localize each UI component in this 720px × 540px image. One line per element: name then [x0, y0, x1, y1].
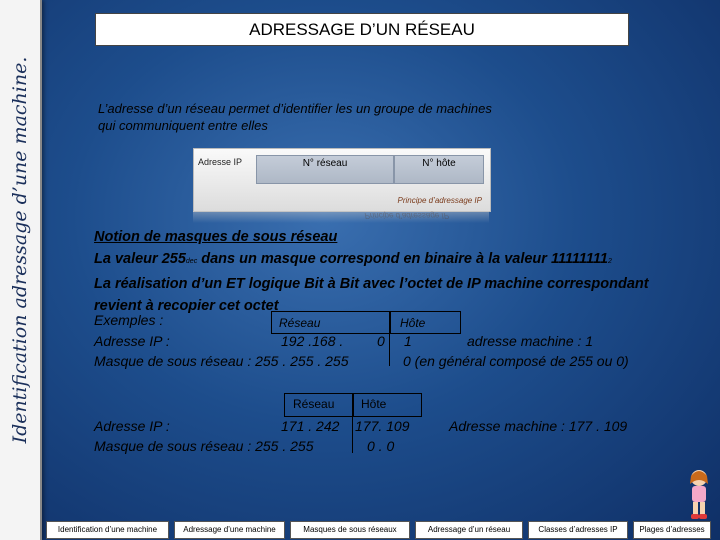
ip-label-2: Adresse IP : [94, 418, 170, 434]
ip-host-1a: 0 [377, 333, 385, 349]
network-label-2: Réseau [293, 397, 335, 411]
nav-adressage-machine[interactable]: Adressage d’une machine [174, 521, 285, 539]
separator-1 [389, 332, 390, 366]
ip-host-2: 177. 109 [355, 418, 410, 434]
nav-masques-sous-reseaux[interactable]: Masques de sous réseaux [290, 521, 410, 539]
examples-label: Exemples : [94, 312, 164, 328]
ip-host-1b: 1 [404, 333, 412, 349]
nav-identification-machine[interactable]: Identification d’une machine [46, 521, 169, 539]
host-label-1: Hôte [400, 316, 426, 330]
ip-network-1: 192 .168 . [281, 333, 344, 349]
nav-adressage-reseau[interactable]: Adressage d’un réseau [415, 521, 523, 539]
mask-label-2: Masque de sous réseau : 255 . 255 [94, 438, 314, 454]
host-label-2: Hôte [361, 397, 387, 411]
mask-host-1: 0 (en général composé de 255 ou 0) [403, 353, 629, 369]
machine-address-1: adresse machine : 1 [467, 333, 594, 349]
diagram-network-segment: N° réseau [256, 155, 394, 184]
mask-host-2: 0 . 0 [367, 438, 395, 454]
machine-address-2: Adresse machine : 177 . 109 [449, 418, 628, 434]
notion-line-2: La valeur 255dec dans un masque correspond en binaire à la valeur 111111112 [94, 251, 612, 267]
nav-plages-adresses[interactable]: Plages d’adresses [633, 521, 711, 539]
diagram-ip-label: Adresse IP [198, 157, 243, 167]
nav-classes-adresses[interactable]: Classes d’adresses IP [528, 521, 628, 539]
sidebar [0, 0, 42, 540]
notion-section [94, 226, 720, 317]
separator-2 [352, 415, 353, 453]
diagram-caption: Principe d’adressage IP [397, 196, 482, 205]
sidebar-title: Identification adressage d’une machine. [9, 56, 31, 444]
mask-label-1: Masque de sous réseau : 255 . 255 . 255 [94, 353, 349, 369]
notion-line-4: revient à recopier cet octet [94, 298, 279, 314]
notion-line-3: La réalisation d’un ET logique Bit à Bit avec l’octet de IP machine correspondant [94, 276, 649, 292]
ip-network-2: 171 . 242 [281, 418, 340, 434]
bottom-navigation [0, 521, 720, 540]
ip-address-diagram [193, 148, 491, 212]
diagram-reflection: Principe d’adressage IP [193, 211, 489, 223]
ip-label-1: Adresse IP : [94, 333, 170, 349]
notion-heading: Notion de masques de sous réseau [94, 229, 338, 245]
page-title: ADRESSAGE D’UN RÉSEAU [95, 13, 629, 46]
intro-line-1: L’adresse d’un réseau permet d’identifier les un groupe de machines [98, 101, 492, 116]
cartoon-girl-icon [682, 466, 716, 522]
network-label-1: Réseau [279, 316, 321, 330]
diagram-host-segment: N° hôte [394, 155, 484, 184]
intro-text [98, 100, 578, 134]
intro-line-2: qui communiquent entre elles [98, 118, 268, 133]
